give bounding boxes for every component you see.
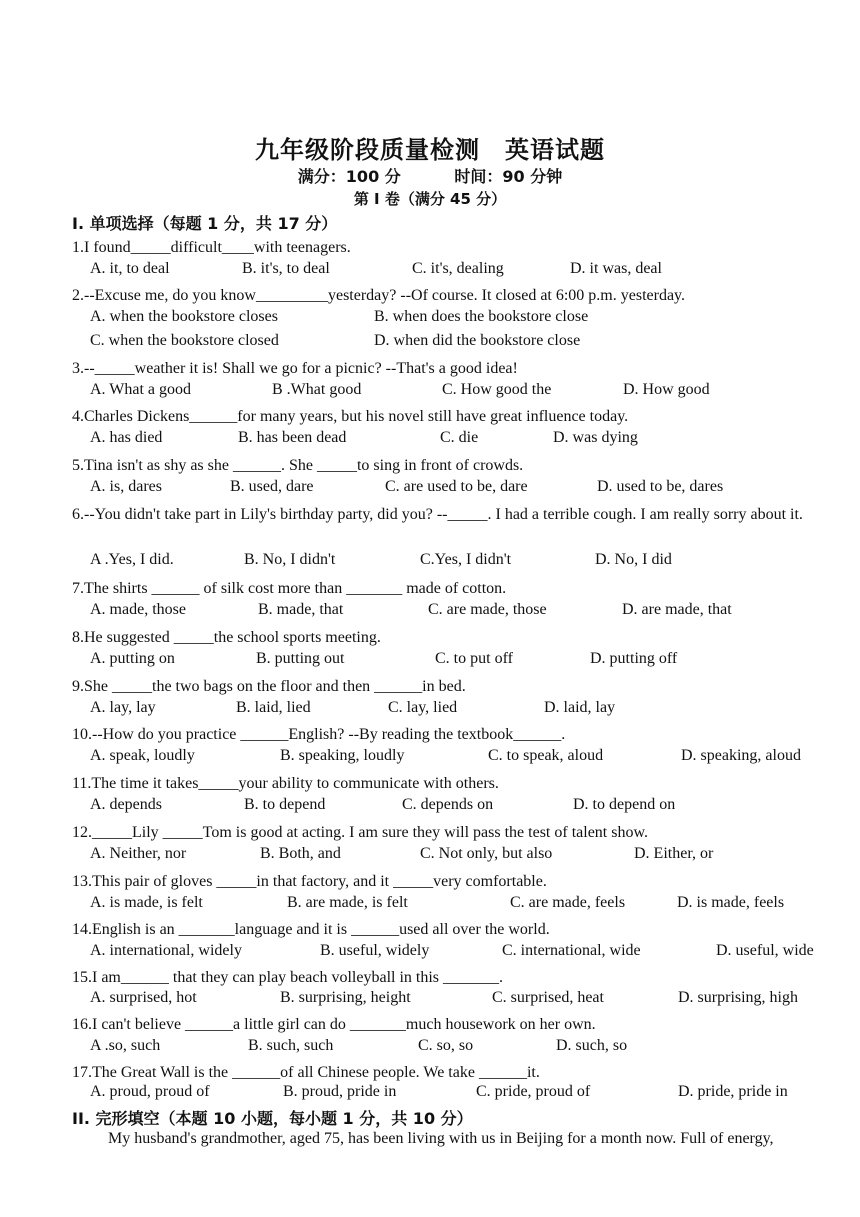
answer-option: B. it's, to deal [242,260,330,277]
option-row [90,942,830,966]
answer-option: C. How good the [442,381,552,398]
answer-option: D. laid, lay [544,699,616,716]
option-row [90,845,830,869]
exam-time: 时间：90 分钟 [454,167,563,186]
answer-option: D. Either, or [634,845,714,862]
answer-option: D. to depend on [573,796,676,813]
answer-option: A. made, those [90,601,186,618]
option-row [90,650,830,674]
answer-option: C. are made, feels [510,894,626,911]
option-row [90,429,830,453]
answer-option: C. to put off [435,650,513,667]
answer-option: A. What a good [90,381,192,398]
answer-option: C. die [440,429,479,446]
question-stem: 17.The Great Wall is the ______of all Chinese people. We take ______it. [72,1064,540,1081]
answer-option: D. surprising, high [678,989,798,1006]
answer-option: D. such, so [556,1037,628,1054]
answer-option: A. Neither, nor [90,845,187,862]
answer-option: D. speaking, aloud [681,747,801,764]
option-row [90,381,830,405]
answer-option: C. Not only, but also [420,845,553,862]
option-row [90,260,830,284]
answer-option: D. used to be, dares [597,478,724,495]
answer-option: B. No, I didn't [244,551,336,568]
answer-option: B .What good [272,381,362,398]
answer-option: A. it, to deal [90,260,170,277]
answer-option: B. speaking, loudly [280,747,405,764]
answer-option: B. are made, is felt [287,894,408,911]
question-stem: 16.I can't believe ______a little girl can do _______much housework on her own. [72,1016,596,1033]
answer-option: D. when did the bookstore close [374,332,581,349]
full-score: 满分：100 分 [297,167,401,186]
option-row [90,551,830,575]
exam-title: 九年级阶段质量检测 英语试题 [255,136,605,164]
option-row [90,796,830,820]
question-stem: 9.She _____the two bags on the floor and then ______in bed. [72,678,466,695]
answer-option: A. is made, is felt [90,894,203,911]
answer-option: B. such, such [248,1037,334,1054]
question-stem: 7.The shirts ______ of silk cost more than _______ made of cotton. [72,580,507,597]
question-stem: 14.English is an _______language and it is ______used all over the world. [72,921,550,938]
answer-option: B. useful, widely [320,942,430,959]
answer-option: C.Yes, I didn't [420,551,512,568]
option-row [90,894,830,918]
option-row [90,699,830,723]
answer-option: A. has died [90,429,163,446]
exam-meta [0,164,860,187]
section-1-title: I. 单项选择（每题 1 分，共 17 分） [72,214,338,233]
answer-option: B. proud, pride in [283,1083,397,1100]
answer-option: B. laid, lied [236,699,311,716]
answer-option: C. to speak, aloud [488,747,604,764]
question-stem: 12._____Lily _____Tom is good at acting. I am sure they will pass the test of talent show. [72,824,648,841]
answer-option: D. is made, feels [677,894,785,911]
answer-option: D. How good [623,381,710,398]
question-stem: 5.Tina isn't as shy as she ______. She _____to sing in front of crowds. [72,457,524,474]
answer-option: C. lay, lied [388,699,458,716]
answer-option: B. Both, and [260,845,341,862]
question-stem: 1.I found_____difficult____with teenagers. [72,239,351,256]
answer-option: A. proud, proud of [90,1083,210,1100]
answer-option: A. international, widely [90,942,242,959]
answer-option: D. useful, wide [716,942,814,959]
answer-option: B. has been dead [238,429,347,446]
question-stem: 4.Charles Dickens______for many years, but his novel still have great influence today. [72,408,629,425]
question-stem: 11.The time it takes_____your ability to communicate with others. [72,775,499,792]
answer-option: C. are used to be, dare [385,478,528,495]
answer-option: A. putting on [90,650,175,667]
cloze-passage: My husband's grandmother, aged 75, has been living with us in Beijing for a month now. Full of energy, [108,1130,774,1147]
option-row [90,478,830,502]
answer-option: A. depends [90,796,162,813]
answer-option: B. used, dare [230,478,314,495]
answer-option: C. are made, those [428,601,547,618]
answer-option: C. surprised, heat [492,989,604,1006]
answer-option: D. are made, that [622,601,732,618]
answer-option: B. to depend [244,796,326,813]
option-row [90,601,830,625]
answer-option: A. when the bookstore closes [90,308,278,325]
answer-option: D. it was, deal [570,260,662,277]
answer-option: A. surprised, hot [90,989,197,1006]
option-row [90,1037,830,1061]
answer-option: A .Yes, I did. [90,551,174,568]
answer-option: A. speak, loudly [90,747,195,764]
answer-option: D. pride, pride in [678,1083,788,1100]
answer-option: C. pride, proud of [476,1083,591,1100]
question-stem: 13.This pair of gloves _____in that factory, and it _____very comfortable. [72,873,547,890]
answer-option: C. so, so [418,1037,474,1054]
option-row [90,332,830,356]
question-stem: 3.--_____weather it is! Shall we go for a picnic? --That's a good idea! [72,360,518,377]
answer-option: C. it's, dealing [412,260,504,277]
answer-option: C. depends on [402,796,494,813]
section-2-title: II. 完形填空（本题 10 小题，每小题 1 分，共 10 分） [72,1109,473,1128]
answer-option: A. lay, lay [90,699,156,716]
answer-option: B. made, that [258,601,344,618]
question-stem: 15.I am______ that they can play beach volleyball in this _______. [72,969,504,986]
answer-option: B. putting out [256,650,345,667]
answer-option: B. surprising, height [280,989,411,1006]
volume-heading: 第 I 卷（满分 45 分） [353,190,507,208]
answer-option: C. international, wide [502,942,641,959]
answer-option: C. when the bookstore closed [90,332,279,349]
answer-option: A. is, dares [90,478,162,495]
question-stem: 10.--How do you practice ______English? --By reading the textbook______. [72,726,566,743]
question-stem: 6.--You didn't take part in Lily's birthday party, did you? --_____. I had a terrible cough. I am really sorry about it. [72,506,803,523]
question-stem: 8.He suggested _____the school sports meeting. [72,629,381,646]
answer-option: D. putting off [590,650,678,667]
answer-option: D. No, I did [595,551,672,568]
answer-option: A .so, such [90,1037,161,1054]
option-row [90,989,830,1013]
answer-option: D. was dying [553,429,638,446]
option-row [90,1083,830,1107]
question-stem: 2.--Excuse me, do you know_________yesterday? --Of course. It closed at 6:00 p.m. yesterday. [72,287,686,304]
answer-option: B. when does the bookstore close [374,308,589,325]
option-row [90,308,830,332]
option-row [90,747,830,771]
